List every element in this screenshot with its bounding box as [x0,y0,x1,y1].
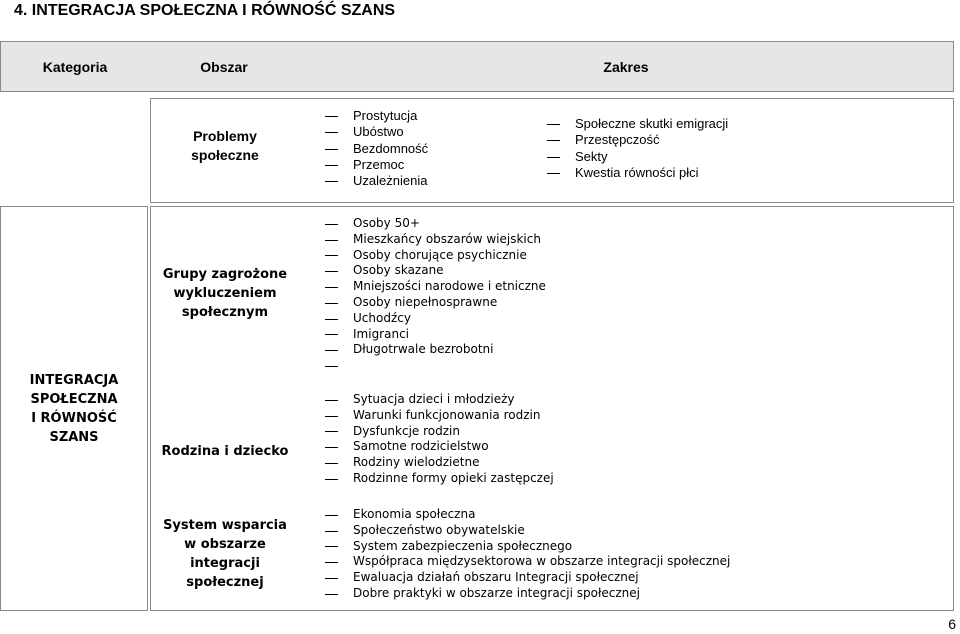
zakres-list-right [547,116,728,181]
list-item: Współpraca międzysektorowa w obszarze integracji społecznej [325,554,730,570]
list-item: Mieszkańcy obszarów wiejskich [325,232,546,248]
section-problemy-spoleczne [150,98,954,203]
dash-icon [325,271,338,272]
dash-icon [325,594,338,595]
kategoria-integracja-spoleczna [0,206,148,611]
dash-icon [325,287,338,288]
list-item: Osoby chorujące psychicznie [325,248,546,264]
obszar-line: w obszarze [184,537,266,552]
zakres-list-rodzina [325,392,554,487]
dash-icon [547,173,560,174]
header-zakres: Zakres [603,58,649,75]
kategoria-line: SPOŁECZNA [30,391,118,407]
list-item: Osoby skazane [325,263,546,279]
dash-icon [547,140,560,141]
document-title: 4. INTEGRACJA SPOŁECZNA I RÓWNOŚĆ SZANS [14,2,396,19]
dash-icon [325,366,338,367]
obszar-line: Rodzina i dziecko [161,444,289,459]
list-item: Społeczne skutki emigracji [547,116,728,132]
list-item: Prostytucja [325,108,428,124]
list-item: Przemoc [325,157,428,173]
dash-icon [325,334,338,335]
zakres-list-left [325,108,428,189]
kategoria-line: INTEGRACJA [29,372,119,388]
dash-icon [325,255,338,256]
obszar-line: System wsparcia [163,518,287,533]
list-item: Społeczeństwo obywatelskie [325,523,730,539]
list-item: Dysfunkcje rodzin [325,424,554,440]
obszar-line: społeczne [191,147,259,163]
header-obszar: Obszar [200,58,248,75]
list-item: Imigranci [325,327,546,343]
dash-icon [325,165,338,166]
list-item: Mniejszości narodowe i etniczne [325,279,546,295]
list-item: Warunki funkcjonowania rodzin [325,408,554,424]
dash-icon [547,124,560,125]
list-item: Osoby 50+ [325,216,546,232]
list-item: Bezdomność [325,141,428,157]
page-number: 6 [948,616,956,632]
list-item: Uzależnienia [325,173,428,189]
dash-icon [325,132,338,133]
obszar-line: Problemy [193,128,257,144]
dash-icon [325,350,338,351]
list-item: Przestępczość [547,132,728,148]
obszar-line: społecznym [181,305,269,320]
dash-icon [547,157,560,158]
dash-icon [325,303,338,304]
dash-icon [325,149,338,150]
obszar-line: wykluczeniem [173,286,277,301]
dash-icon [325,531,338,532]
section-integracja-spoleczna [150,206,954,611]
dash-icon [325,463,338,464]
dash-icon [325,546,338,547]
obszar-line: integracji [190,556,260,571]
dash-icon [325,447,338,448]
dash-icon [325,181,338,182]
kategoria-line: SZANS [49,429,99,445]
table-header [0,41,954,92]
header-kategoria: Kategoria [42,58,108,75]
obszar-problemy-spoleczne [151,127,299,165]
list-item: Kwestia równości płci [547,165,728,181]
list-item: System zabezpieczenia społecznego [325,539,730,555]
kategoria-line: I RÓWNOŚĆ [31,410,117,426]
list-item: Rodzinne formy opieki zastępczej [325,471,554,487]
obszar-line: Grupy zagrożone [162,267,288,282]
dash-icon [325,578,338,579]
dash-icon [325,116,338,117]
list-item: Ekonomia społeczna [325,507,730,523]
list-item: Sekty [547,149,728,165]
obszar-line: społecznej [186,575,264,590]
list-item: Dobre praktyki w obszarze integracji społecznej [325,586,730,602]
list-item: Osoby niepełnosprawne [325,295,546,311]
obszar-rodzina-i-dziecko [151,442,299,461]
dash-icon [325,416,338,417]
list-item: Rodziny wielodzietne [325,455,554,471]
dash-icon [325,224,338,225]
dash-icon [325,319,338,320]
list-item: Uchodźcy [325,311,546,327]
dash-icon [325,479,338,480]
dash-icon [325,400,338,401]
zakres-list-grupy [325,216,546,374]
list-item: Ubóstwo [325,124,428,140]
zakres-list-system-wsparcia [325,507,730,602]
list-item [325,358,546,374]
list-item: Długotrwale bezrobotni [325,342,546,358]
list-item: Samotne rodzicielstwo [325,439,554,455]
obszar-system-wsparcia [151,516,299,592]
dash-icon [325,562,338,563]
dash-icon [325,431,338,432]
list-item: Ewaluacja działań obszaru Integracji społecznej [325,570,730,586]
obszar-grupy-zagrozone [151,265,299,322]
list-item: Sytuacja dzieci i młodzieży [325,392,554,408]
dash-icon [325,240,338,241]
dash-icon [325,515,338,516]
